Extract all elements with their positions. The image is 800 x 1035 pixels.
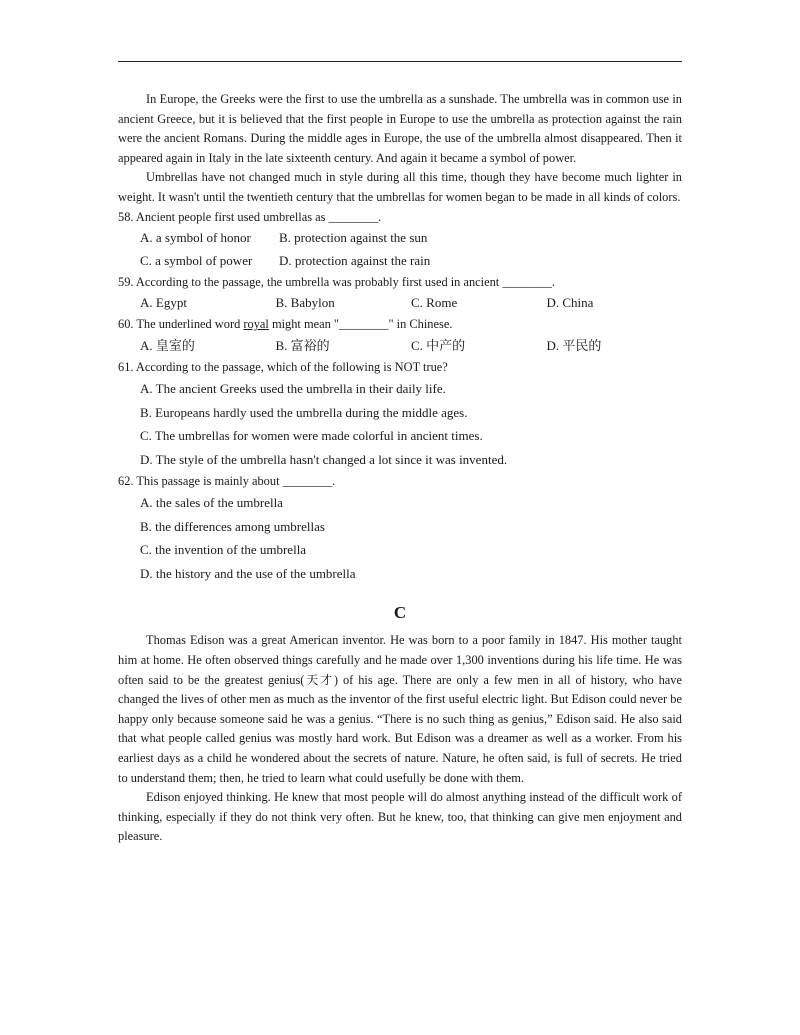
section-c-p1-start: Thomas Edison was a great American inventor. He was born to a poor family in 1847. His mother taught him at home. He often observed things carefully and he made over 1,300 inventions during his life time. He was often said to be the greatest genius(: [118, 633, 682, 687]
section-c-paragraph-1: [118, 631, 682, 788]
question-62-option-c: C. the invention of the umbrella: [140, 542, 307, 558]
question-62-option-a: A. the sales of the umbrella: [140, 495, 283, 511]
section-c-title: C: [393, 603, 407, 623]
question-58-stem: 58. Ancient people first used umbrellas as ________.: [118, 209, 382, 224]
question-59-option-a: A. Egypt: [140, 295, 187, 311]
question-61-stem: 61. According to the passage, which of the following is NOT true?: [118, 359, 448, 374]
question-60-stem-end: might mean "________" in Chinese.: [268, 317, 453, 332]
question-60-option-b: B. 富裕的: [275, 337, 330, 353]
question-62-stem: 62. This passage is mainly about ________.: [118, 473, 336, 488]
question-59-option-c: C. Rome: [411, 295, 458, 311]
section-c-p1-end: ) of his age. There are only a few men in all of history, who have changed the lives of other men as much as the inventor of the first useful electric light. But Edison could never be happy only because someone said he was a genius. “There is no such thing as genius,” Edison said. He also said that what people called genius was mostly hard work. But Edison was a dreamer as well as a worker. From his earliest days as a child he wondered about the secrets of nature. Nature, he often said, is full of secrets. He tried to understand them; then, he tried to learn what could usefully be done with them.: [118, 672, 682, 785]
question-60-stem: [118, 315, 682, 335]
question-59-options: [118, 292, 682, 315]
passage-b-paragraph-1: In Europe, the Greeks were the first to use the umbrella as a sunshade. The umbrella was in common use in ancient Greece, but it is believed that the first people in Europe to use the umbrella as protection against the rain were the ancient Romans. During the middle ages in Europe, the use of the umbrella almost disappeared. Then it appeared again in Italy in the late sixteenth century. And again it became a symbol of power.: [118, 92, 682, 165]
question-59-option-d: D. China: [546, 295, 594, 311]
question-58-option-d: D. protection against the rain: [279, 252, 431, 268]
question-61-option-d: D. The style of the umbrella hasn't changed a lot since it was invented.: [140, 451, 508, 467]
passage-b-paragraph-2: Umbrellas have not changed much in style during all this time, though they have become much lighter in weight. It wasn't until the twentieth century that the umbrellas for women began to be made in all kinds of colors.: [118, 170, 682, 204]
question-62-option-d: D. the history and the use of the umbrella: [140, 565, 356, 581]
question-61-option-c: C. The umbrellas for women were made colorful in ancient times.: [140, 428, 483, 444]
question-62-option-b: B. the differences among umbrellas: [140, 518, 325, 534]
document-body: [118, 90, 682, 847]
question-58-options-row-1: [118, 227, 682, 250]
question-60-stem-start: 60. The underlined word: [118, 317, 244, 332]
question-59-option-b: B. Babylon: [275, 295, 335, 311]
question-60-option-d: D. 平民的: [546, 337, 602, 353]
question-58-option-c: C. a symbol of power: [140, 252, 253, 268]
question-58-option-a: A. a symbol of honor: [140, 230, 251, 246]
section-c-paragraph-2: Edison enjoyed thinking. He knew that most people will do almost anything instead of the difficult work of thinking, especially if they do not think very often. But he knew, too, that thinking can give men enjoyment and pleasure.: [118, 790, 682, 844]
question-58-options-row-2: [118, 250, 682, 273]
question-61-option-b: B. Europeans hardly used the umbrella during the middle ages.: [140, 404, 468, 420]
underlined-word: royal: [243, 317, 269, 332]
question-60-option-c: C. 中产的: [411, 337, 466, 353]
genius-chinese-gloss: 天才: [304, 672, 334, 687]
header-rule: [118, 61, 682, 62]
question-60-option-a: A. 皇室的: [140, 337, 195, 353]
question-60-options: [118, 335, 682, 358]
question-61-option-a: A. The ancient Greeks used the umbrella in their daily life.: [140, 381, 446, 397]
question-59-stem: 59. According to the passage, the umbrella was probably first used in ancient ________.: [118, 274, 556, 289]
question-58-option-b: B. protection against the sun: [279, 230, 428, 246]
